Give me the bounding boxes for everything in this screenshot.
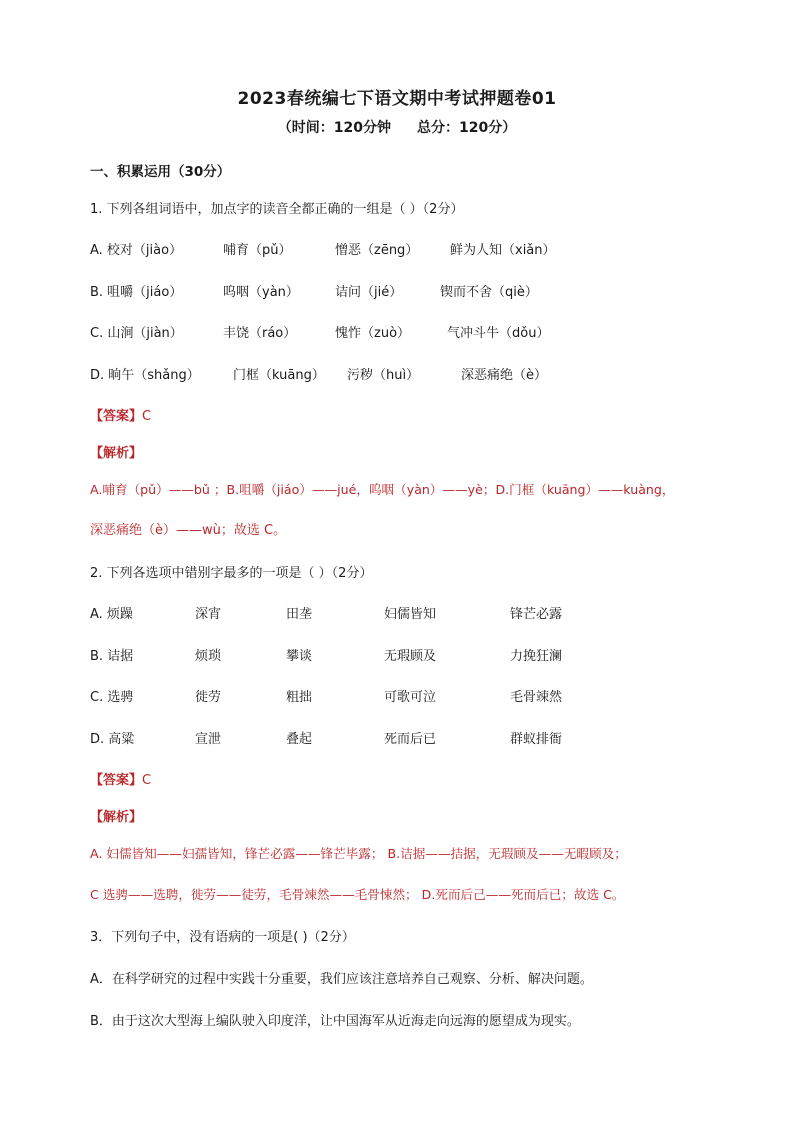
option-item: 无瑕顾及: [384, 649, 437, 664]
time-label: （时间：120分钟: [277, 120, 391, 136]
answer-value: C: [142, 409, 152, 424]
option-item: 粗拙: [286, 690, 313, 705]
option-item: 烦琐: [195, 649, 222, 664]
question-3-stem: 3．下列句子中，没有语病的一项是( )（2分）: [90, 930, 355, 945]
option-item: 鲜为人知（xiǎn）: [450, 243, 556, 258]
page-title: 2023春统编七下语文期中考试押题卷01: [237, 89, 557, 109]
option-item: 污秽（huì）: [347, 368, 420, 383]
option-item: 徙劳: [195, 690, 222, 705]
option-item: 诘问（jié）: [335, 285, 403, 300]
exam-info: [0, 117, 794, 137]
question-1-stem: 1. 下列各组词语中，加点字的读音全都正确的一组是（ ）（2分）: [90, 202, 464, 217]
option-item: 呜咽（yàn）: [223, 285, 299, 300]
question-1-analysis-line: 深恶痛绝（è）——wù；故选 C。: [90, 523, 287, 538]
option-item: D. 晌午（shǎng）: [90, 368, 200, 383]
option-item: 毛骨竦然: [510, 690, 563, 705]
option-item: 可歌可泣: [384, 690, 437, 705]
analysis-tag: 【解析】: [90, 810, 143, 825]
option-item: D. 高粱: [90, 732, 135, 747]
answer-tag: 【答案】: [90, 409, 143, 424]
question-1-analysis-tag: [90, 445, 142, 463]
question-3-option-b: B．由于这次大型海上编队驶入印度洋，让中国海军从近海走向远海的愿望成为现实。: [90, 1014, 580, 1029]
option-item: 气冲斗牛（dǒu）: [447, 326, 550, 341]
section-heading: 一、积累运用（30分）: [90, 164, 231, 180]
option-item: 妇儒皆知: [384, 607, 437, 622]
question-2-analysis-line: A. 妇儒皆知——妇孺皆知，锋芒必露——锋芒毕露； B.诘据——拮据，无瑕顾及——无暇顾及；: [90, 846, 627, 861]
option-item: 群蚁排衙: [510, 732, 563, 747]
question-2-analysis-tag: [90, 809, 142, 827]
option-item: 攀谈: [286, 649, 313, 664]
option-item: 深恶痛绝（è）: [461, 368, 547, 383]
option-item: 宣泄: [195, 732, 222, 747]
question-2-answer: [90, 772, 151, 790]
score-label: 总分：120分）: [417, 120, 517, 136]
option-item: C. 选骋: [90, 690, 134, 705]
analysis-tag: 【解析】: [90, 446, 143, 461]
option-item: 力挽狂澜: [510, 649, 563, 664]
option-item: A. 烦躁: [90, 607, 133, 622]
option-item: A. 校对（jiào）: [90, 243, 183, 258]
question-1-answer: [90, 408, 151, 426]
option-item: 死而后已: [384, 732, 437, 747]
option-item: 憎恶（zēng）: [335, 243, 419, 258]
answer-tag: 【答案】: [90, 773, 143, 788]
option-item: 锋芒必露: [510, 607, 563, 622]
option-item: 愧怍（zuò）: [335, 326, 411, 341]
option-item: 深宵: [195, 607, 222, 622]
option-item: 门框（kuāng）: [233, 368, 325, 383]
option-item: C. 山涧（jiàn）: [90, 326, 183, 341]
question-1-analysis-line: A.哺育（pǔ）——bǔ ；B.咀嚼（jiáo）——jué，呜咽（yàn）——yè；D.门框（kuāng）——kuàng，: [90, 482, 675, 497]
option-item: 锲而不舍（qiè）: [440, 285, 538, 300]
option-item: 叠起: [286, 732, 313, 747]
question-2-analysis-line: C 选骋——选聘，徙劳——徒劳，毛骨竦然——毛骨悚然； D.死而后己——死而后已；故选 C。: [90, 887, 625, 902]
answer-value: C: [142, 773, 152, 788]
option-item: 哺育（pǔ）: [223, 243, 292, 258]
option-item: B. 咀嚼（jiáo）: [90, 285, 183, 300]
question-2-stem: 2. 下列各选项中错别字最多的一项是（ ）（2分）: [90, 566, 373, 581]
option-item: 田垄: [286, 607, 313, 622]
option-item: B. 诘据: [90, 649, 134, 664]
question-3-option-a: A．在科学研究的过程中实践十分重要，我们应该注意培养自己观察、分析、解决问题。: [90, 972, 593, 987]
option-item: 丰饶（ráo）: [223, 326, 297, 341]
